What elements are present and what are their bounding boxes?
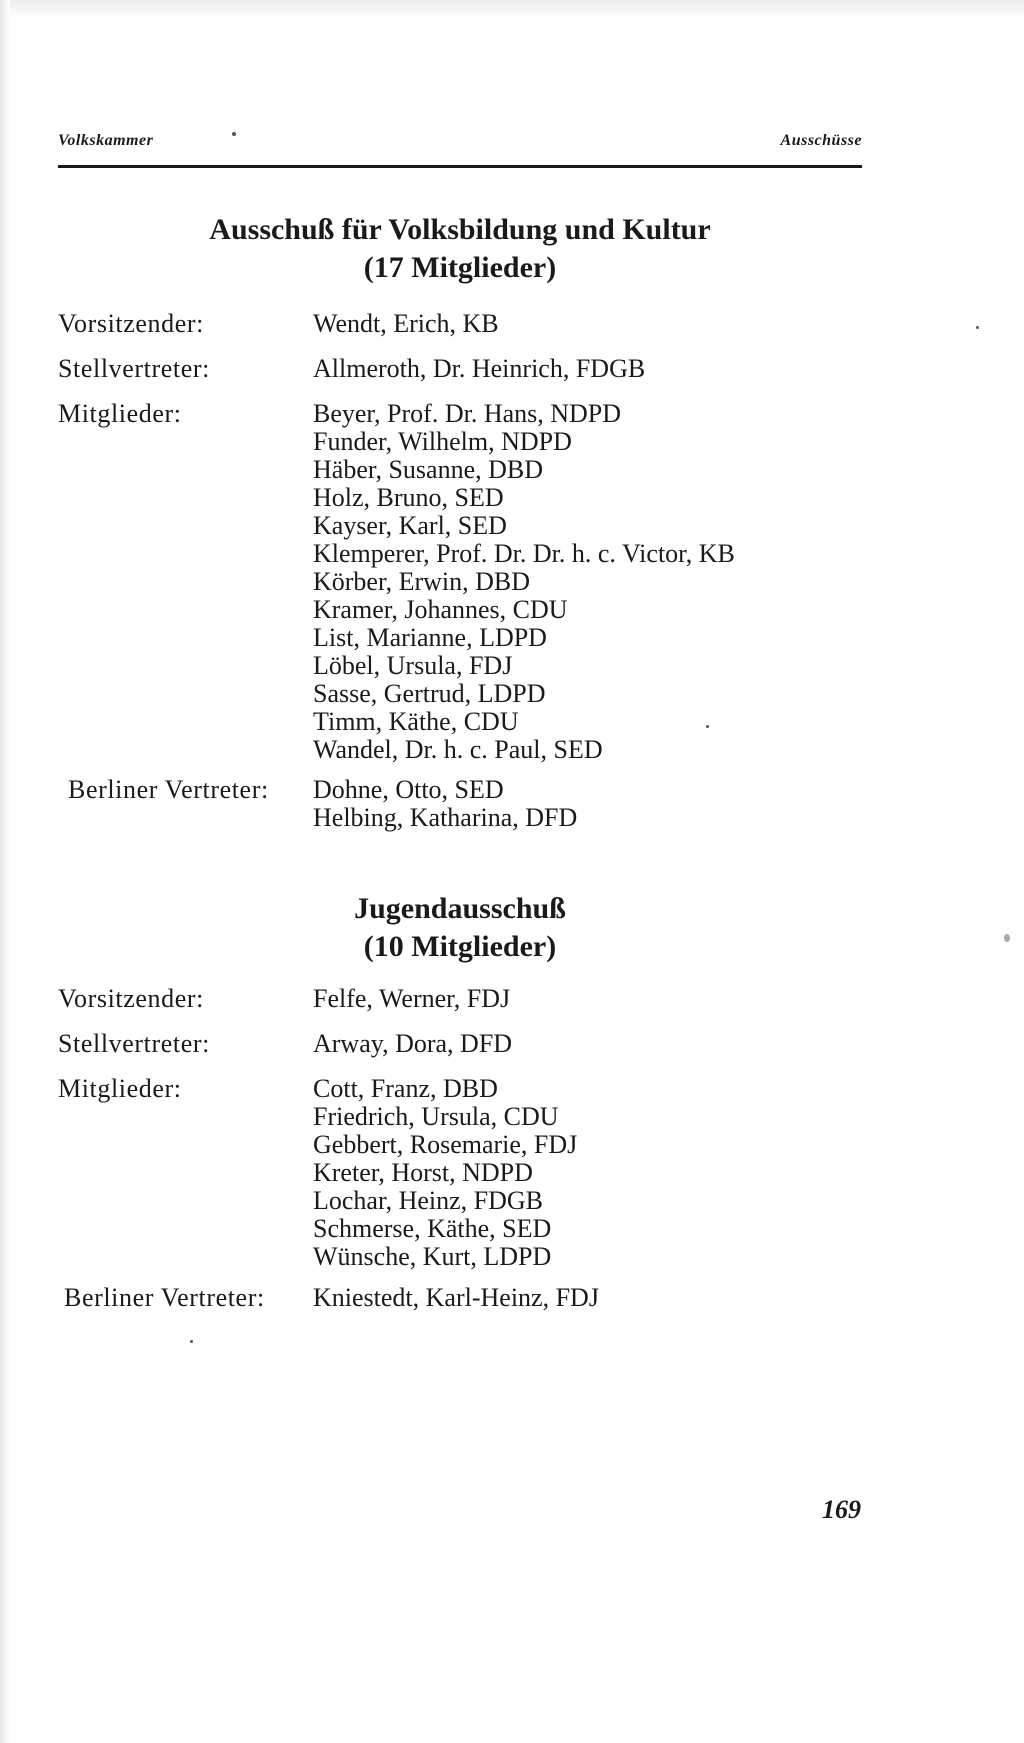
- list-item: Friedrich, Ursula, CDU: [313, 1102, 559, 1131]
- list-item: Kreter, Horst, NDPD: [313, 1158, 533, 1187]
- list-item: Helbing, Katharina, DFD: [313, 803, 578, 832]
- list-item: Häber, Susanne, DBD: [313, 455, 544, 484]
- list-item: Kramer, Johannes, CDU: [313, 595, 568, 624]
- list-item: Kayser, Karl, SED: [313, 511, 507, 540]
- scan-speck: [706, 725, 709, 728]
- section2-chair-label: Vorsitzender:: [58, 984, 204, 1013]
- section1-chair-label: Vorsitzender:: [58, 309, 204, 338]
- list-item: List, Marianne, LDPD: [313, 623, 547, 652]
- list-item: Funder, Wilhelm, NDPD: [313, 427, 572, 456]
- list-item: Beyer, Prof. Dr. Hans, NDPD: [313, 399, 622, 428]
- section1-members-list: [313, 400, 735, 764]
- section2-chair: Felfe, Werner, FDJ: [313, 984, 511, 1013]
- list-item: Cott, Franz, DBD: [313, 1074, 498, 1103]
- section2-members-list: [313, 1075, 577, 1271]
- section2-title: Jugendausschuß: [354, 892, 566, 925]
- list-item: Schmerse, Käthe, SED: [313, 1214, 552, 1243]
- page-number: 169: [822, 1495, 861, 1524]
- section1-deputy-label: Stellvertreter:: [58, 354, 210, 383]
- list-item: Löbel, Ursula, FDJ: [313, 651, 513, 680]
- running-header-left: Volkskammer: [58, 132, 154, 149]
- section2-deputy-label: Stellvertreter:: [58, 1029, 210, 1058]
- section2-berlin-list: [313, 1284, 599, 1312]
- page-top-shadow: [0, 0, 1024, 18]
- section1-chair: Wendt, Erich, KB: [313, 309, 499, 338]
- list-item: Holz, Bruno, SED: [313, 483, 504, 512]
- list-item: Klemperer, Prof. Dr. Dr. h. c. Victor, KB: [313, 539, 735, 568]
- list-item: Sasse, Gertrud, LDPD: [313, 679, 546, 708]
- list-item: Kniestedt, Karl-Heinz, FDJ: [313, 1283, 599, 1312]
- list-item: Lochar, Heinz, FDGB: [313, 1186, 544, 1215]
- list-item: Timm, Käthe, CDU: [313, 707, 519, 736]
- section1-berlin-label: Berliner Vertreter:: [68, 775, 269, 804]
- section2-members-label: Mitglieder:: [58, 1074, 182, 1103]
- section1-berlin-list: [313, 776, 577, 832]
- scan-speck: [1004, 934, 1010, 942]
- header-rule: [58, 165, 862, 168]
- section1-title: Ausschuß für Volksbildung und Kultur: [209, 213, 711, 246]
- section2-deputy: Arway, Dora, DFD: [313, 1029, 513, 1058]
- list-item: Körber, Erwin, DBD: [313, 567, 531, 596]
- running-header-right: Ausschüsse: [780, 132, 862, 149]
- section1-subtitle: (17 Mitglieder): [363, 251, 557, 284]
- scan-speck: [976, 326, 979, 329]
- list-item: Dohne, Otto, SED: [313, 775, 504, 804]
- list-item: Gebbert, Rosemarie, FDJ: [313, 1130, 578, 1159]
- section2-berlin-label: Berliner Vertreter:: [64, 1283, 265, 1312]
- section2-subtitle: (10 Mitglieder): [363, 930, 557, 963]
- list-item: Wandel, Dr. h. c. Paul, SED: [313, 735, 603, 764]
- page-edge-shadow: [0, 0, 10, 1743]
- list-item: Wünsche, Kurt, LDPD: [313, 1242, 552, 1271]
- scan-speck: [232, 132, 236, 136]
- scan-speck: [190, 1340, 193, 1343]
- section1-members-label: Mitglieder:: [58, 399, 182, 428]
- section1-deputy: Allmeroth, Dr. Heinrich, FDGB: [313, 354, 646, 383]
